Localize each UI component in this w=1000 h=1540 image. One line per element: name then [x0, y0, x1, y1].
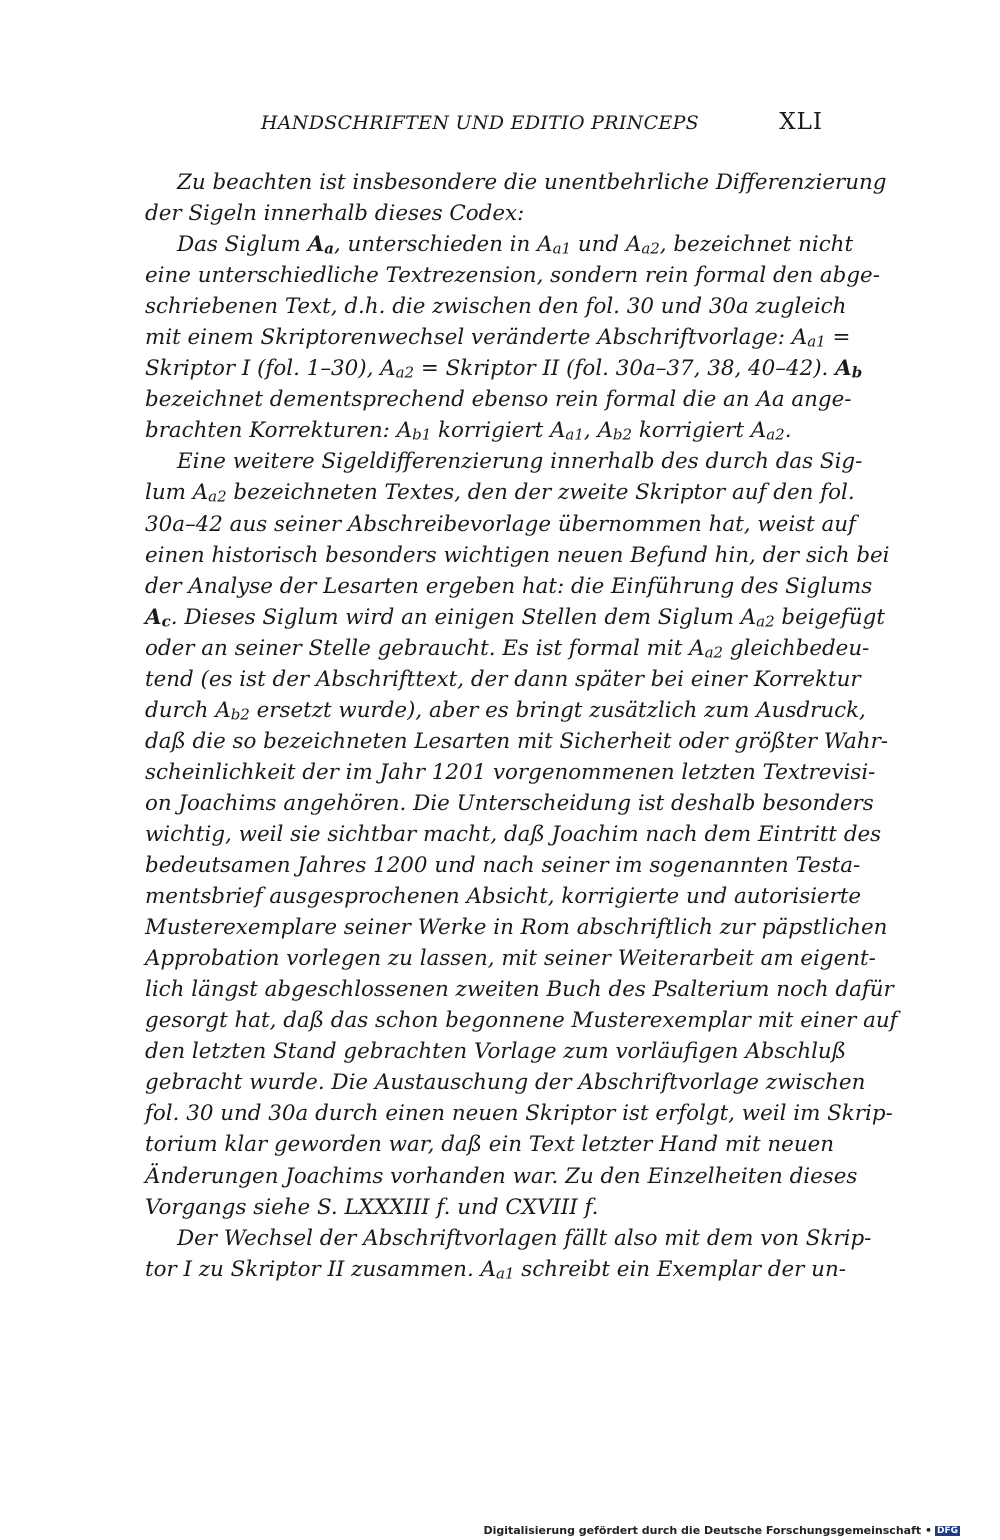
page-header — [145, 109, 823, 142]
text-line — [145, 974, 894, 1005]
text-segment: , A — [583, 418, 613, 444]
text-segment: Musterexemplare seiner Werke in Rom abschriftlich zur päpstlichen — [145, 915, 888, 941]
text-segment: , unterschieden in A — [333, 232, 553, 258]
text-line — [145, 415, 823, 446]
text-line — [145, 695, 866, 726]
text-line — [145, 509, 856, 540]
siglum-subscript: a1 — [496, 1264, 515, 1283]
text-segment: scheinlichkeit der im Jahr 1201 vorgenommenen letzten Textrevisi- — [145, 759, 876, 785]
text-segment: und A — [571, 232, 642, 258]
text-segment: schriebenen Text, d.h. die zwischen den fol. 30 und 30a zugleich — [145, 294, 847, 320]
text-segment: = Skriptor II (fol. 30a–37, 38, 40–42). — [414, 356, 836, 382]
text-line — [145, 198, 823, 229]
text-segment: gleichbedeu- — [723, 635, 870, 661]
text-segment: tend (es ist der Abschrifttext, der dann später bei einer Korrektur — [145, 666, 861, 692]
text-segment: on Joachims angehören. Die Unterscheidung ist deshalb besonders — [145, 790, 874, 816]
text-segment: Vorgangs siehe S. LXXXIII f. und CXVIII f. — [145, 1194, 599, 1220]
text-segment: ersetzt wurde), aber es bringt zusätzlich zum Ausdruck, — [249, 697, 866, 723]
text-segment: = — [825, 325, 851, 351]
siglum-subscript: a2 — [766, 426, 785, 445]
text-segment: mentsbrief ausgesprochenen Absicht, korrigierte und autorisierte — [145, 884, 862, 910]
text-segment: , bezeichnet nicht — [659, 232, 854, 258]
text-segment: Eine weitere Sigeldifferenzierung innerhalb des durch das Sig- — [177, 449, 863, 475]
text-line — [145, 322, 851, 353]
siglum-subscript: a1 — [807, 332, 826, 351]
text-line — [145, 167, 887, 198]
text-segment: Änderungen Joachims vorhanden war. Zu den Einzelheiten dieses — [145, 1163, 858, 1189]
text-line — [145, 850, 861, 881]
text-segment: gebracht wurde. Die Austauschung der Abschriftvorlage zwischen — [145, 1070, 866, 1096]
text-segment: torium klar geworden war, daß ein Text letzter Hand mit neuen — [145, 1132, 835, 1158]
text-segment: beigefügt — [774, 604, 885, 630]
text-segment: der Analyse der Lesarten ergeben hat: die Einführung des Siglums — [145, 573, 873, 599]
siglum-subscript: b — [851, 363, 863, 382]
text-segment: den letzten Stand gebrachten Vorlage zum vorläufigen Abschluß — [145, 1039, 847, 1065]
text-segment: durch A — [145, 697, 231, 723]
digitization-credit — [483, 1524, 960, 1537]
text-segment: bezeichneten Textes, den der zweite Skriptor auf den fol. — [226, 480, 855, 506]
text-line — [145, 229, 854, 260]
siglum-subscript: b2 — [612, 426, 633, 445]
text-segment: lich längst abgeschlossenen zweiten Buch des Psalterium noch dafür — [145, 977, 894, 1003]
text-segment: . Dieses Siglum wird an einigen Stellen dem Siglum A — [170, 604, 757, 630]
siglum-subscript: a2 — [395, 363, 415, 382]
text-segment: Approbation vorlegen zu lassen, mit seiner Weiterarbeit am eigent- — [145, 946, 876, 972]
text-line — [145, 664, 861, 695]
text-segment: Zu beachten ist insbesondere die unentbehrliche Differenzierung — [177, 170, 887, 195]
text-line — [145, 260, 880, 291]
text-segment: fol. 30 und 30a durch einen neuen Skriptor ist erfolgt, weil im Skrip- — [145, 1101, 893, 1127]
text-line — [145, 602, 885, 633]
text-segment: Skriptor I (fol. 1–30), A — [145, 356, 396, 382]
siglum: A — [307, 232, 325, 258]
text-segment: tor I zu Skriptor II zusammen. A — [145, 1256, 496, 1282]
siglum-subscript: a2 — [704, 643, 724, 662]
text-segment: 30a–42 aus seiner Abschreibevorlage übernommen hat, weist auf — [145, 511, 856, 537]
text-segment: brachten Korrekturen: A — [145, 418, 413, 444]
text-line — [145, 726, 889, 757]
text-line — [145, 1129, 835, 1160]
text-line — [145, 881, 862, 912]
text-line — [145, 819, 882, 850]
text-line — [145, 540, 890, 571]
text-segment: gesorgt hat, daß das schon begonnene Musterexemplar mit einer auf — [145, 1008, 898, 1034]
dfg-logo: DFG — [936, 1526, 958, 1536]
text-segment: eine unterschiedliche Textrezension, sondern rein formal den abge- — [145, 263, 880, 289]
text-line — [145, 446, 863, 477]
siglum-subscript: a2 — [756, 612, 775, 631]
siglum-subscript: c — [161, 612, 171, 631]
text-line — [145, 943, 876, 974]
siglum-subscript: a1 — [565, 426, 584, 445]
text-line — [145, 757, 876, 788]
text-segment: daß die so bezeichneten Lesarten mit Sicherheit oder größter Wahr- — [145, 728, 889, 754]
siglum: A — [145, 604, 162, 630]
siglum: A — [835, 356, 852, 382]
siglum-subscript: a1 — [552, 239, 572, 258]
text-segment: der Sigeln innerhalb dieses Codex: — [145, 201, 525, 227]
text-line — [145, 353, 863, 384]
text-line — [145, 1067, 866, 1098]
text-segment: korrigiert A — [632, 418, 767, 444]
body-text — [145, 167, 898, 1285]
siglum-subscript: a2 — [208, 488, 227, 507]
siglum-subscript: b1 — [412, 426, 432, 445]
text-segment: einen historisch besonders wichtigen neuen Befund hin, der sich bei — [145, 542, 890, 568]
siglum-subscript: b2 — [230, 705, 250, 724]
text-line — [145, 912, 888, 943]
siglum-subscript: a2 — [641, 239, 660, 258]
text-line — [145, 1005, 898, 1036]
text-line — [145, 477, 855, 508]
text-line — [145, 1192, 823, 1223]
text-segment: Der Wechsel der Abschriftvorlagen fällt also mit dem von Skrip- — [177, 1225, 872, 1251]
text-line — [145, 633, 870, 664]
text-segment: Das Siglum — [177, 232, 308, 258]
siglum-subscript: a — [324, 239, 334, 258]
text-segment: mit einem Skriptorenwechsel veränderte Abschriftvorlage: A — [145, 325, 808, 351]
text-line — [145, 1098, 893, 1129]
page-number: XLI — [779, 109, 823, 135]
credit-text: Digitalisierung gefördert durch die Deutsche Forschungsgemeinschaft • — [483, 1524, 932, 1537]
text-segment: . — [784, 418, 792, 444]
text-segment: bezeichnet dementsprechend ebenso rein formal die an Aa ange- — [145, 387, 852, 413]
text-segment: lum A — [145, 480, 209, 506]
text-segment: wichtig, weil sie sichtbar macht, daß Joachim nach dem Eintritt des — [145, 821, 882, 847]
text-segment: oder an seiner Stelle gebraucht. Es ist formal mit A — [145, 635, 705, 661]
text-line — [145, 1223, 872, 1254]
text-segment: bedeutsamen Jahres 1200 und nach seiner im sogenannten Testa- — [145, 853, 861, 879]
text-line — [145, 1254, 846, 1285]
text-line — [145, 1036, 847, 1067]
text-segment: schreibt ein Exemplar der un- — [514, 1256, 846, 1282]
running-title: HANDSCHRIFTEN UND EDITIO PRINCEPS — [260, 112, 699, 134]
text-line — [145, 384, 852, 415]
text-line — [145, 571, 873, 602]
text-line — [145, 291, 847, 322]
text-segment: korrigiert A — [431, 418, 566, 444]
text-line — [145, 1161, 858, 1192]
text-line — [145, 788, 874, 819]
